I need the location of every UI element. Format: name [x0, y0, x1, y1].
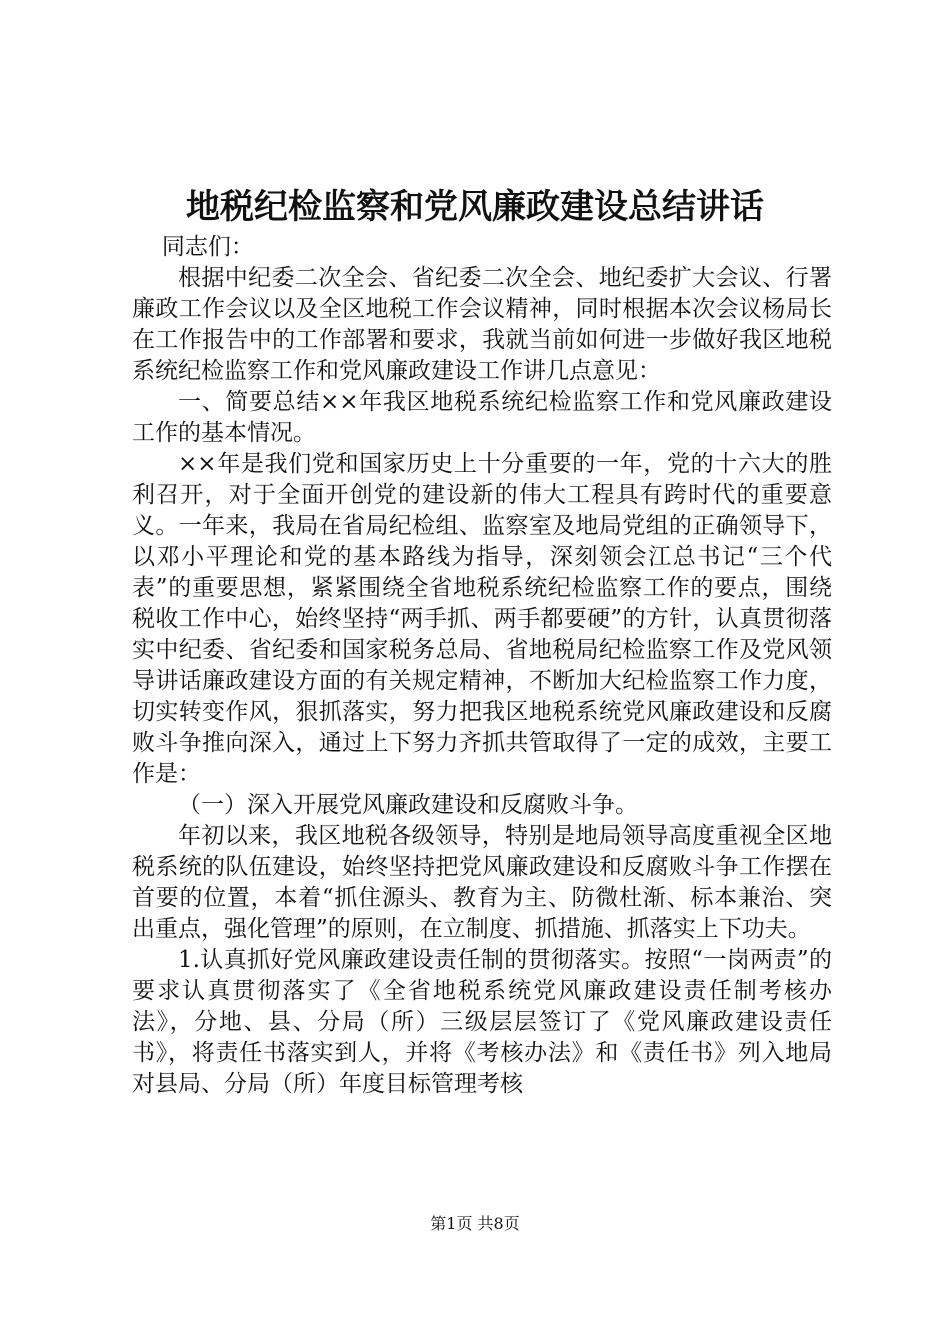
summary-paragraph: ××年是我们党和国家历史上十分重要的一年，党的十六大的胜利召开，对于全面开创党的建设新的伟大工程具有跨时代的重要意义。一年来，我局在省局纪检组、监察室及地局党组的正确领导下，以邓小平理论和党的基本路线为指导，深刻领会江总书记“三个代表”的重要思想，紧紧围绕全省地税系统纪检监察工作的要点，围绕税收工作中心，始终坚持“两手抓、两手都要硬”的方针，认真贯彻落实中纪委、省纪委和国家税务总局、省地税局纪检监察工作及党风领导讲话廉政建设方面的有关规定精神，不断加大纪检监察工作力度，切实转变作风，狠抓落实，努力把我区地税系统党风廉政建设和反腐败斗争推向深入，通过上下努力齐抓共管取得了一定的成效，主要工作是： [132, 451, 832, 787]
subsection-paragraph: 年初以来，我区地税各级领导，特别是地局领导高度重视全区地税系统的队伍建设，始终坚持把党风廉政建设和反腐败斗争工作摆在首要的位置，本着“抓住源头、教育为主、防微杜渐、标本兼治、突出重点，强化管理”的原则，在立制度、抓措施、抓落实上下功夫。 [132, 823, 832, 942]
intro-paragraph: 根据中纪委二次全会、省纪委二次全会、地纪委扩大会议、行署廉政工作会议以及全区地税工作会议精神，同时根据本次会议杨局长在工作报告中的工作部署和要求，我就当前如何进一步做好我区地税系统纪检监察工作和党风廉政建设工作讲几点意见： [132, 265, 832, 384]
page-footer: 第1页 共8页 [430, 1214, 520, 1233]
item-paragraph-1: 1.认真抓好党风廉政建设责任制的贯彻落实。按照“一岗两责”的要求认真贯彻落实了《全省地税系统党风廉政建设责任制考核办法》，分地、县、分局（所）三级层层签订了《党风廉政建设责任书》，将责任书落实到人，并将《考核办法》和《责任书》列入地局对县局、分局（所）年度目标管理考核 [132, 947, 832, 1097]
salutation-paragraph: 同志们： [161, 234, 254, 260]
document-title: 地税纪检监察和党风廉政建设总结讲话 [186, 187, 764, 227]
subsection-heading-1: （一）深入开展党风廉政建设和反腐败斗争。 [178, 792, 638, 818]
document-body [132, 232, 832, 1100]
section-heading-1: 一、简要总结××年我区地税系统纪检监察工作和党风廉政建设工作的基本情况。 [132, 389, 832, 446]
